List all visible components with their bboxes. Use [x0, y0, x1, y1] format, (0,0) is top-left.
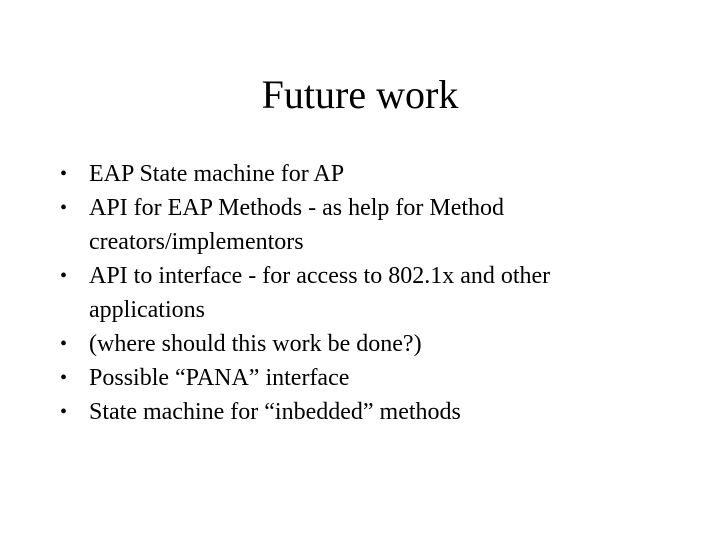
- bullet-list: [60, 157, 660, 429]
- bullet-text: API for EAP Methods - as help for Method creators/implementors: [89, 195, 505, 255]
- bullet-item: [60, 395, 660, 429]
- bullet-icon: •: [60, 367, 68, 389]
- slide-title: Future work: [261, 72, 459, 117]
- bullet-item: [60, 361, 660, 395]
- bullet-text: API to interface - for access to 802.1x and other applications: [89, 263, 551, 323]
- bullet-text: EAP State machine for AP: [89, 161, 345, 187]
- bullet-item: [60, 191, 660, 259]
- bullet-item: [60, 327, 660, 361]
- bullet-icon: •: [60, 333, 68, 355]
- bullet-text: Possible “PANA” interface: [89, 365, 350, 391]
- bullet-icon: •: [60, 401, 68, 423]
- bullet-icon: •: [60, 163, 68, 185]
- bullet-text: (where should this work be done?): [89, 331, 422, 357]
- bullet-item: [60, 157, 660, 191]
- bullet-icon: •: [60, 197, 68, 219]
- bullet-icon: •: [60, 265, 68, 287]
- bullet-text: State machine for “inbedded” methods: [89, 399, 461, 425]
- bullet-item: [60, 259, 660, 327]
